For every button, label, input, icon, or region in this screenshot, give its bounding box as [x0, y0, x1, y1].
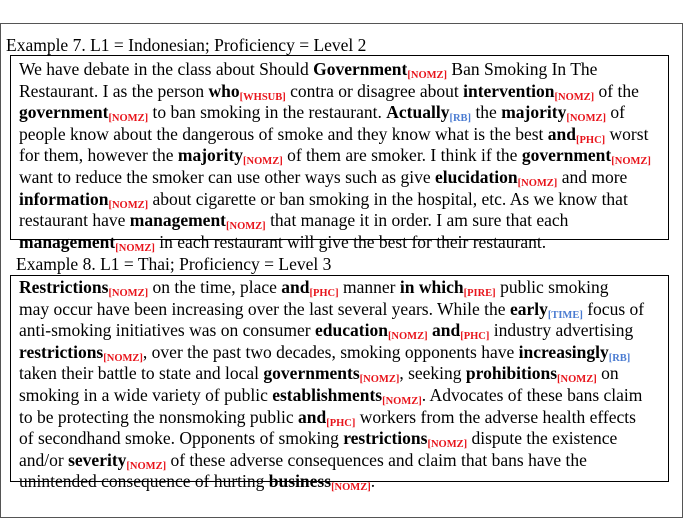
- text-run: We have debate in the class about Should: [19, 59, 314, 79]
- tagged-word: and: [297, 406, 327, 427]
- tagged-word: government: [521, 145, 612, 166]
- feature-tag: [TIME]: [547, 309, 583, 321]
- feature-tag: [PHC]: [576, 134, 606, 146]
- text-run: contra or disagree about: [285, 80, 464, 101]
- text-run: restaurant have: [19, 210, 130, 231]
- text-run: Restaurant. I as the person: [19, 80, 209, 101]
- feature-tag: [PHC]: [460, 331, 490, 343]
- text-run: of the: [594, 80, 639, 101]
- text-line: [19, 320, 662, 342]
- feature-tag: [NOMZ]: [566, 113, 606, 125]
- tagged-word: intervention: [463, 80, 555, 101]
- text-run: in each restaurant will give the best for their restaurant.: [154, 231, 547, 252]
- tagged-word: information: [19, 188, 109, 209]
- feature-tag: [RB]: [608, 352, 631, 364]
- text-run: Ban Smoking In The: [447, 59, 598, 79]
- tagged-word: prohibitions: [465, 363, 558, 384]
- text-run: public smoking: [495, 277, 609, 297]
- tagged-word: Actually: [386, 102, 450, 123]
- tagged-word: management: [19, 231, 116, 252]
- text-run: people know about the dangerous of smoke and they know what is the best: [19, 123, 548, 144]
- text-run: worst: [605, 123, 649, 144]
- feature-tag: [NOMZ]: [126, 460, 167, 472]
- feature-tag: [NOMZ]: [382, 395, 422, 407]
- tagged-word: in which: [399, 277, 464, 297]
- text-run: on the time, place: [148, 277, 282, 297]
- text-run: about cigarette or ban smoking in the hospital, etc. As we know that: [148, 188, 628, 209]
- text-run: . Advocates of these bans claim: [421, 384, 643, 405]
- text-line: [19, 363, 662, 385]
- text-run: dispute the existence: [467, 428, 618, 449]
- text-run: want to reduce the smoker can use other ways such as give: [19, 166, 435, 187]
- feature-tag: [NOMZ]: [427, 439, 468, 451]
- tagged-word: increasingly: [518, 341, 609, 362]
- feature-tag: [PHC]: [309, 288, 339, 299]
- text-run: , seeking: [399, 363, 466, 384]
- text-line: [19, 167, 662, 189]
- text-run: of: [606, 102, 625, 123]
- text-run: and more: [557, 166, 628, 187]
- example-7-caption: Example 7. L1 = Indonesian; Proficiency = Level 2: [6, 35, 367, 55]
- text-line: [19, 189, 662, 211]
- text-run: of these adverse consequences and claim that bans have the: [166, 449, 587, 470]
- text-run: taken their battle to state and local: [19, 363, 264, 384]
- text-line: [19, 450, 662, 472]
- feature-tag: [WHSUB]: [239, 91, 286, 103]
- tagged-word: who: [208, 80, 240, 101]
- text-line: [19, 299, 662, 321]
- tagged-word: government: [19, 102, 109, 123]
- feature-tag: [NOMZ]: [557, 374, 597, 386]
- feature-tag: [NOMZ]: [226, 221, 266, 233]
- text-run: and/or: [19, 449, 69, 470]
- example-8-caption: Example 8. L1 = Thai; Proficiency = Level 3: [16, 254, 332, 274]
- text-run: manner: [338, 277, 400, 297]
- feature-tag: [NOMZ]: [115, 242, 155, 254]
- text-line: [19, 471, 662, 493]
- text-line: [19, 407, 662, 429]
- text-line: [19, 102, 662, 124]
- example-7-text-box: [10, 55, 669, 254]
- feature-tag: [RB]: [449, 113, 472, 125]
- text-line: [19, 385, 662, 407]
- text-run: the: [471, 102, 502, 123]
- text-run: unintended consequence of hurting: [19, 471, 269, 492]
- tagged-word: early: [509, 298, 548, 319]
- tagged-word: business: [268, 471, 332, 492]
- text-run: .: [370, 471, 376, 492]
- tagged-word: majority: [501, 102, 567, 123]
- text-run: for them, however the: [19, 145, 178, 166]
- tagged-word: and: [281, 277, 310, 297]
- text-line: [19, 81, 662, 103]
- tagged-word: education: [315, 320, 388, 341]
- tagged-word: elucidation: [434, 166, 518, 187]
- text-run: of them are smoker. I think if the: [282, 145, 522, 166]
- tagged-word: establishments: [272, 384, 383, 405]
- tagged-word: and: [431, 320, 461, 341]
- feature-tag: [NOMZ]: [517, 177, 558, 189]
- text-line: [19, 232, 662, 254]
- feature-tag: [NOMZ]: [108, 199, 149, 211]
- text-run: workers from the adverse health effects: [355, 406, 636, 427]
- text-run: may occur have been increasing over the last several years. While the: [19, 298, 510, 319]
- tagged-word: Government: [313, 59, 408, 79]
- tagged-word: governments: [263, 363, 360, 384]
- text-run: smoking in a wide variety of public: [19, 384, 273, 405]
- feature-tag: [NOMZ]: [103, 352, 143, 364]
- feature-tag: [NOMZ]: [108, 288, 149, 299]
- feature-tag: [NOMZ]: [387, 331, 428, 343]
- text-line: [19, 145, 662, 167]
- feature-tag: [NOMZ]: [243, 156, 283, 168]
- text-line: [19, 428, 662, 450]
- feature-tag: [NOMZ]: [331, 482, 371, 494]
- feature-tag: [PIRE]: [463, 288, 496, 299]
- feature-tag: [NOMZ]: [407, 70, 448, 81]
- text-run: anti-smoking initiatives was on consumer: [19, 320, 315, 341]
- feature-tag: [NOMZ]: [554, 91, 595, 103]
- tagged-word: restrictions: [343, 428, 428, 449]
- tagged-word: restrictions: [19, 341, 104, 362]
- text-run: that manage it in order. I am sure that each: [265, 210, 569, 231]
- text-run: of secondhand smoke. Opponents of smoking: [19, 428, 344, 449]
- tagged-word: Restrictions: [19, 277, 109, 297]
- tagged-word: and: [547, 123, 576, 144]
- text-run: on: [596, 363, 619, 384]
- text-line: [19, 124, 662, 146]
- text-run: to ban smoking in the restaurant.: [148, 102, 387, 123]
- feature-tag: [PHC]: [326, 417, 356, 429]
- tagged-word: majority: [177, 145, 244, 166]
- tagged-word: management: [129, 210, 227, 231]
- tagged-word: severity: [68, 449, 127, 470]
- text-line: [19, 277, 662, 299]
- text-line: [19, 210, 662, 232]
- feature-tag: [NOMZ]: [359, 374, 400, 386]
- text-line: [19, 59, 662, 81]
- text-run: industry advertising: [489, 320, 634, 341]
- text-run: , over the past two decades, smoking opponents have: [142, 341, 519, 362]
- text-run: to be protecting the nonsmoking public: [19, 406, 298, 427]
- text-line: [19, 342, 662, 364]
- feature-tag: [NOMZ]: [611, 156, 651, 168]
- text-run: focus of: [582, 298, 645, 319]
- example-8-text-box: [10, 275, 669, 494]
- feature-tag: [NOMZ]: [108, 113, 149, 125]
